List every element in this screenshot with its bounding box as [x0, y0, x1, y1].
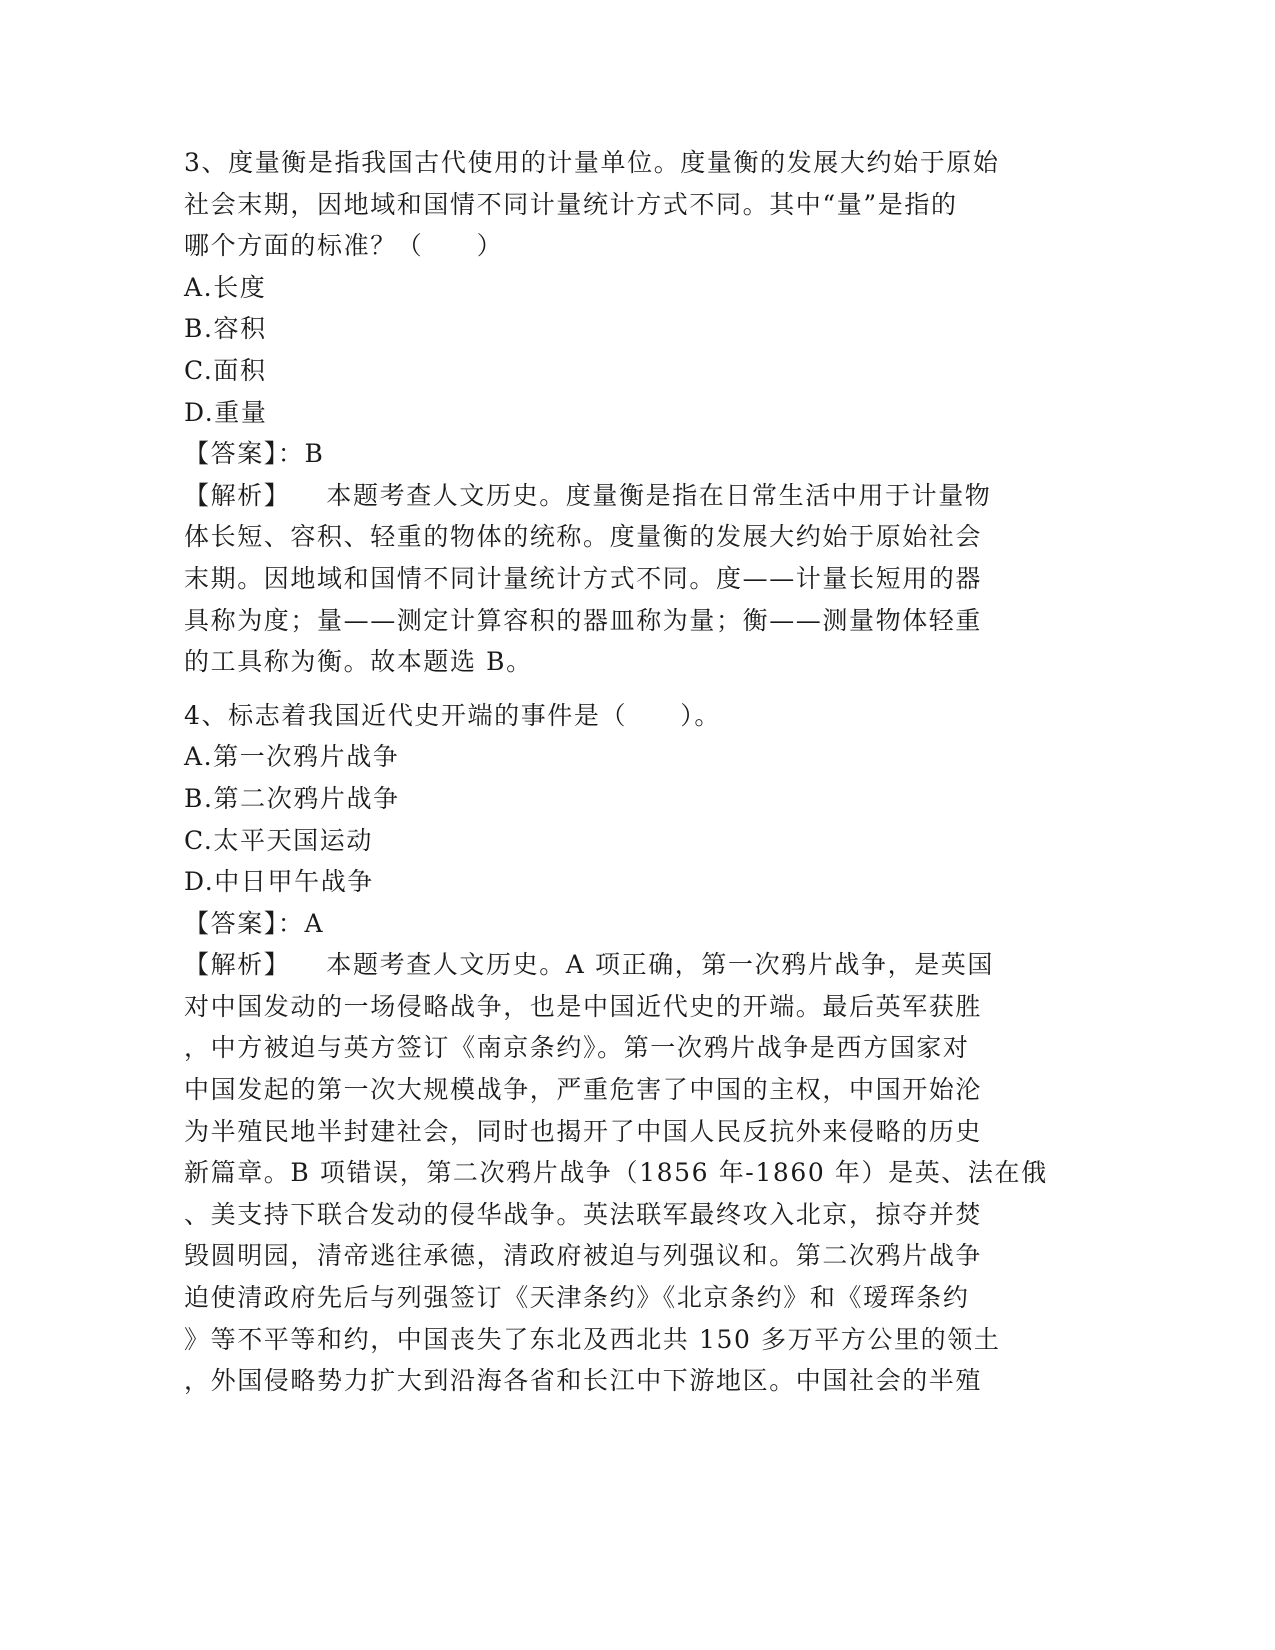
analysis-line: 、美支持下联合发动的侵华战争。英法联军最终攻入北京，掠夺并焚: [184, 1199, 983, 1229]
analysis-line: 的工具称为衡。故本题选 B。: [184, 647, 533, 677]
question-stem-line: 哪个方面的标准？（ ）: [184, 231, 504, 261]
question-4: [184, 695, 1048, 1402]
answer-line: 【答案】：A: [184, 908, 325, 938]
analysis-line: 为半殖民地半封建社会，同时也揭开了中国人民反抗外来侵略的历史: [184, 1116, 983, 1146]
option-a: A.长度: [184, 272, 267, 302]
analysis-line: [184, 475, 1044, 517]
analysis-line: ，中方被迫与英方签订《南京条约》。第一次鸦片战争是西方国家对: [184, 1033, 970, 1063]
answer-line: 【答案】：B: [184, 439, 325, 469]
analysis-line: 新篇章。B 项错误，第二次鸦片战争（1856 年-1860 年）是英、法在俄: [184, 1158, 1048, 1188]
analysis-line: 末期。因地域和国情不同计量统计方式不同。度——计量长短用的器: [184, 563, 983, 593]
option-a: A.第一次鸦片战争: [184, 742, 400, 772]
question-stem-line: 4、标志着我国近代史开端的事件是（ ）。: [184, 700, 722, 730]
document-page: [184, 142, 1048, 1402]
analysis-label: 【解析】: [184, 480, 291, 510]
option-c: C.太平天国运动: [184, 825, 373, 855]
analysis-line: [184, 944, 1044, 986]
analysis-line: 》等不平等和约，中国丧失了东北及西北共 150 多万平方公里的领土: [184, 1324, 1001, 1354]
option-c: C.面积: [184, 355, 267, 385]
question-stem-line: 社会末期，因地域和国情不同计量统计方式不同。其中“量”是指的: [184, 189, 958, 219]
analysis-line: 对中国发动的一场侵略战争，也是中国近代史的开端。最后英军获胜: [184, 991, 983, 1021]
analysis-line: 迫使清政府先后与列强签订《天津条约》《北京条约》和《瑷珲条约: [184, 1283, 970, 1313]
analysis-text: 本题考查人文历史。度量衡是指在日常生活中用于计量物: [326, 480, 992, 510]
analysis-line: 中国发起的第一次大规模战争，严重危害了中国的主权，中国开始沦: [184, 1075, 983, 1105]
option-d: D.重量: [184, 397, 268, 427]
option-b: B.第二次鸦片战争: [184, 783, 400, 813]
analysis-line: 毁圆明园，清帝逃往承德，清政府被迫与列强议和。第二次鸦片战争: [184, 1241, 983, 1271]
option-b: B.容积: [184, 314, 267, 344]
analysis-line: 体长短、容积、轻重的物体的统称。度量衡的发展大约始于原始社会: [184, 522, 983, 552]
analysis-text: 本题考查人文历史。A 项正确，第一次鸦片战争，是英国: [326, 950, 995, 980]
analysis-line: 具称为度；量——测定计算容积的器皿称为量；衡——测量物体轻重: [184, 605, 983, 635]
analysis-line: ，外国侵略势力扩大到沿海各省和长江中下游地区。中国社会的半殖: [184, 1366, 983, 1396]
question-stem-line: 3、度量衡是指我国古代使用的计量单位。度量衡的发展大约始于原始: [184, 148, 1000, 177]
question-gap: [184, 683, 1044, 695]
question-3: [184, 142, 1044, 683]
option-d: D.中日甲午战争: [184, 867, 374, 897]
analysis-label: 【解析】: [184, 950, 291, 980]
